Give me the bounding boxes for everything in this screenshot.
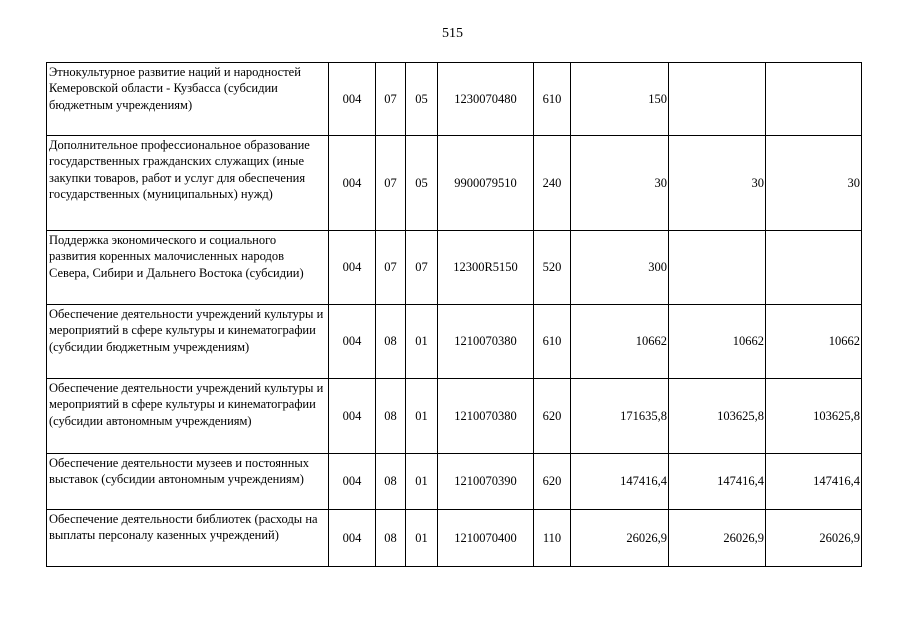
target-code: 1210070380 [438,379,534,454]
amount-year2: 103625,8 [669,379,766,454]
subsection-code: 05 [406,136,438,231]
table-row [47,63,862,136]
amount-year1: 26026,9 [571,510,669,567]
amount-year3: 26026,9 [766,510,862,567]
target-code: 1230070480 [438,63,534,136]
expense-name: Обеспечение деятельности учреждений культуры и мероприятий в сфере культуры и кинематографии (субсидии автономным учреждениям) [47,379,329,454]
expense-type-code: 610 [534,63,571,136]
section-code: 08 [376,510,406,567]
subsection-code: 01 [406,510,438,567]
table-row [47,305,862,379]
amount-year2: 147416,4 [669,454,766,510]
section-code: 07 [376,136,406,231]
subsection-code: 07 [406,231,438,305]
amount-year1: 147416,4 [571,454,669,510]
expense-type-code: 620 [534,379,571,454]
target-code: 1210070390 [438,454,534,510]
ministry-code: 004 [329,231,376,305]
amount-year3: 30 [766,136,862,231]
target-code: 1210070380 [438,305,534,379]
table-row [47,136,862,231]
ministry-code: 004 [329,379,376,454]
expense-type-code: 620 [534,454,571,510]
ministry-code: 004 [329,136,376,231]
ministry-code: 004 [329,454,376,510]
subsection-code: 01 [406,379,438,454]
amount-year3: 147416,4 [766,454,862,510]
expense-name: Обеспечение деятельности учреждений культуры и мероприятий в сфере культуры и кинематографии (субсидии бюджетным учреждениям) [47,305,329,379]
subsection-code: 01 [406,305,438,379]
table-row [47,454,862,510]
amount-year1: 300 [571,231,669,305]
ministry-code: 004 [329,305,376,379]
amount-year2: 10662 [669,305,766,379]
expense-type-code: 110 [534,510,571,567]
subsection-code: 01 [406,454,438,510]
expense-name: Обеспечение деятельности библиотек (расходы на выплаты персоналу казенных учреждений) [47,510,329,567]
amount-year3: 103625,8 [766,379,862,454]
target-code: 9900079510 [438,136,534,231]
amount-year1: 10662 [571,305,669,379]
amount-year3: 10662 [766,305,862,379]
amount-year3 [766,63,862,136]
expense-name: Поддержка экономического и социального развития коренных малочисленных народов Севера, Сибири и Дальнего Востока (субсидии) [47,231,329,305]
expense-name: Дополнительное профессиональное образование государственных гражданских служащих (иные закупки товаров, работ и услуг для обеспечения государственных (муниципальных) нужд) [47,136,329,231]
ministry-code: 004 [329,510,376,567]
ministry-code: 004 [329,63,376,136]
section-code: 08 [376,379,406,454]
budget-table [46,62,862,567]
section-code: 08 [376,305,406,379]
amount-year2 [669,63,766,136]
amount-year2: 26026,9 [669,510,766,567]
table-row [47,231,862,305]
expense-type-code: 240 [534,136,571,231]
target-code: 1210070400 [438,510,534,567]
amount-year1: 150 [571,63,669,136]
amount-year2 [669,231,766,305]
expense-type-code: 520 [534,231,571,305]
section-code: 08 [376,454,406,510]
table-row [47,510,862,567]
amount-year2: 30 [669,136,766,231]
target-code: 12300R5150 [438,231,534,305]
section-code: 07 [376,63,406,136]
amount-year1: 171635,8 [571,379,669,454]
section-code: 07 [376,231,406,305]
page-number: 515 [442,26,463,41]
expense-type-code: 610 [534,305,571,379]
amount-year1: 30 [571,136,669,231]
subsection-code: 05 [406,63,438,136]
expense-name: Обеспечение деятельности музеев и постоянных выставок (субсидии автономным учреждениям) [47,454,329,510]
amount-year3 [766,231,862,305]
expense-name: Этнокультурное развитие наций и народностей Кемеровской области - Кузбасса (субсидии бюджетным учреждениям) [47,63,329,136]
table-row [47,379,862,454]
